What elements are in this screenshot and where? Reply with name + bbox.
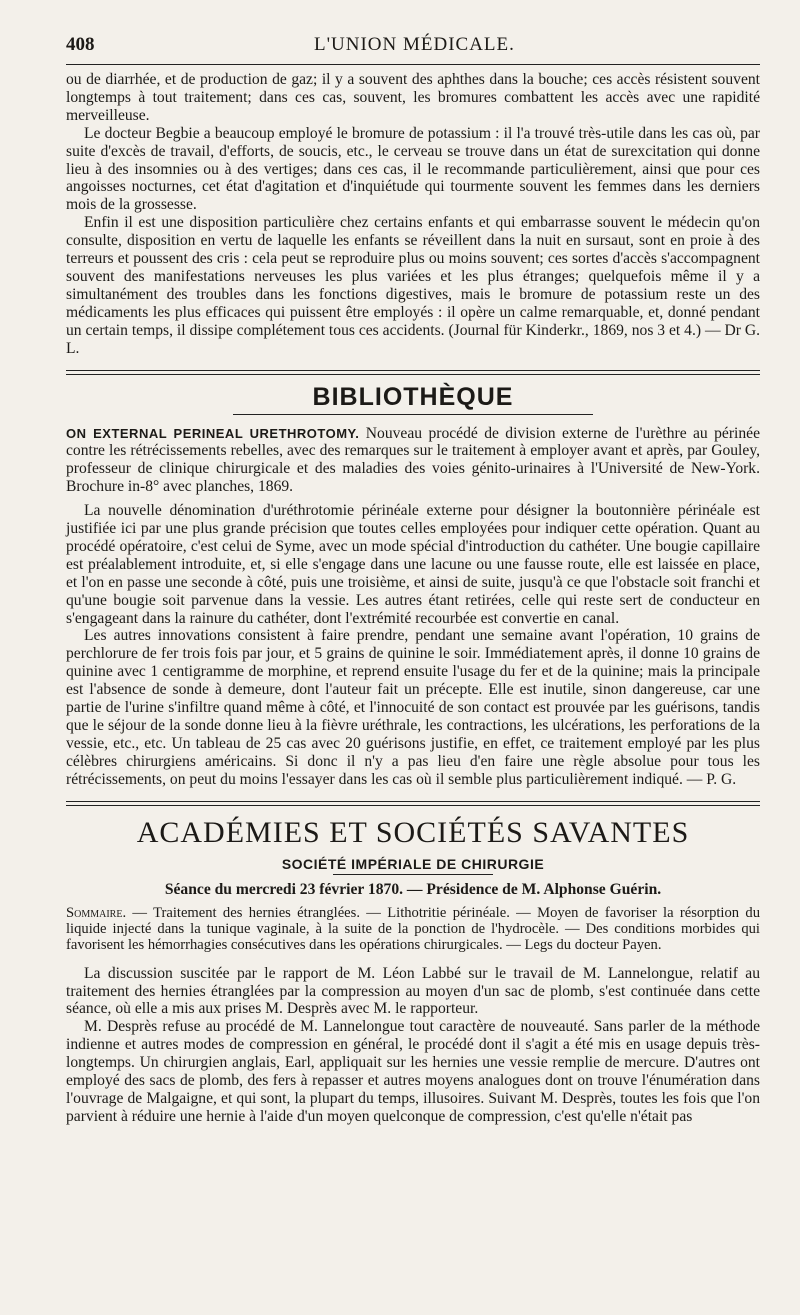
running-title: L'UNION MÉDICALE.: [314, 34, 515, 55]
section-divider: [66, 370, 760, 375]
academies-title: ACADÉMIES ET SOCIÉTÉS SAVANTES: [136, 815, 690, 849]
review-paragraph-1: La nouvelle dénomination d'uréthrotomie périnéale externe pour désigner la boutonnière périnéale est justifiée ici par une plus grande précision que toutes celles employées pour indiquer cette opération. Quant au procédé opératoire, c'est celui de Syme, avec un mode spécial d'introduction du cathéter. Une bougie capillaire est préalablement introduite, et, si elle s'engage dans une lacune ou une fausse route, elle est laissée en place, et l'on en passe une seconde à côté, puis une troisième, et ainsi de suite, jusqu'à ce que l'obstacle soit franchi et qu'une bougie soit parvenue dans la vessie. Les autres étant retirées, celle qui reste sert de conducteur en s'engageant dans la rainure du cathéter, dont l'extrémité recourbée est convertie en canal.: [66, 502, 760, 627]
society-title: SOCIÉTÉ IMPÉRIALE DE CHIRURGIE: [281, 855, 545, 872]
page-header: [66, 28, 760, 62]
sommaire: [66, 905, 760, 953]
book-heading: ON EXTERNAL PERINEAL URETHROTOMY.: [66, 425, 360, 441]
sommaire-text: — Traitement des hernies étranglées. — Lithotritie périnéale. — Moyen de favoriser la résorption du liquide injecté dans la tunique vaginale, à la suite de la ponction de l'hydrocèle. — Des conditions morbides qui favorisent les hémorrhagies consécutives dans les opérations chirurgicales. — Legs du docteur Payen.: [66, 904, 760, 953]
bibliotheque-underline: [233, 414, 593, 415]
sommaire-label: Sommaire.: [66, 904, 127, 921]
book-entry: [66, 425, 760, 497]
section-divider-2: [66, 801, 760, 806]
book-description: Nouveau procédé de division externe de l'urèthre au périnée contre les rétrécissements rebelles, avec des remarques sur le traitement à employer avant et après, par Gouley, professeur de clinique chirurgicale et des maladies des voies génito-urinaires à l'Université de New-York. Brochure in-8° avec planches, 1869.: [66, 424, 760, 496]
paragraph-begbie: Le docteur Begbie a beaucoup employé le bromure de potassium : il l'a trouvé très-utile dans les cas où, par suite d'excès de travail, d'efforts, de soucis, etc., le cerveau se trouve dans un état de surexcitation qui donne lieu à des insomnies ou à des vertiges; dans ces cas, il le recommande particulièrement, ainsi que pour ces angoisses nocturnes, cet état d'agitation et d'inquiétude qui tourmente souvent les femmes dans les derniers mois de la grossesse.: [66, 124, 760, 214]
paragraph-continuation: ou de diarrhée, et de production de gaz; il y a souvent des aphthes dans la bouche; ces accès résistent souvent longtemps à tout traitement; dans ces cas, souvent, les bromures combattent les accès avec une rapidité merveilleuse.: [66, 71, 760, 124]
society-underline: [333, 874, 493, 875]
review-paragraph-2: Les autres innovations consistent à faire prendre, pendant une semaine avant l'opération, 10 grains de perchlorure de fer trois fois par jour, et 5 grains de quinine le soir. Immédiatement après, il donne 10 grains de quinine avec 1 centigramme de morphine, et reprend ensuite l'usage du fer et de la quinine; mais la principale est l'absence de sonde à demeure, dont l'auteur fait un précepte. Elle est inutile, sinon dangereuse, car une partie de l'urine s'infiltre quand même à côté, et l'innocuité de son contact est prouvée par les guérisons, tandis que le séjour de la sonde donne lieu à la fièvre uréthrale, les contractions, les ulcérations, les perforations de la vessie, etc., etc. Un tableau de 25 cas avec 20 guérisons justifie, en effet, ce traitement employé par les plus célèbres chirurgiens américains. Si donc il n'y a pas lieu d'en faire une règle absolue pour tous les rétrécissements, on peut du moins l'essayer dans les cas où il semble plus particulièrement indiqué. — P. G.: [66, 627, 760, 788]
seance-line: Séance du mercredi 23 février 1870. — Présidence de M. Alphonse Guérin.: [164, 880, 662, 898]
seance-paragraph-2: M. Desprès refuse au procédé de M. Lannelongue tout caractère de nouveauté. Sans parler de la méthode indienne et autres modes de compression en général, le procédé dont il s'agit a été mis en usage depuis très-longtemps. Un chirurgien anglais, Earl, appliquait sur les hernies une vessie remplie de mercure. D'autres ont employé des sacs de plomb, des fers à repasser et autres moyens analogues dont on trouve l'énumération dans l'ouvrage de Malgaigne, et qui sont, la plupart du temps, illusoires. Suivant M. Desprès, toutes les fois que l'on parvient à réduire une hernie à l'aide d'un moyen quelconque de compression, c'est qu'elle n'était pas: [66, 1018, 760, 1125]
bibliotheque-title: BIBLIOTHÈQUE: [312, 382, 514, 411]
page-number: 408: [66, 34, 95, 55]
seance-paragraph-1: La discussion suscitée par le rapport de M. Léon Labbé sur le travail de M. Lannelongue, relatif au traitement des hernies étranglées par la compression au moyen d'un sac de plomb, s'est continuée dans cette séance, où elle a mis aux prises M. Desprès avec M. le rapporteur.: [66, 964, 760, 1018]
paragraph-enfants: Enfin il est une disposition particulière chez certains enfants et qui embarrasse souvent le médecin qu'on consulte, disposition en vertu de laquelle les enfants se réveillent dans la nuit en sursaut, sont en proie à des terreurs et poussent des cris : cela peut se reproduire plus ou moins souvent; ces sortes d'accès s'accompagnent souvent des manifestations nerveuses les plus variées et les plus étranges; quelquefois même il y a simultanément des troubles dans les fonctions digestives, mais le bromure de potassium reste un des médicaments les plus efficaces qui puissent être employés : il opère un calme remarquable, et, donné pendant un certain temps, il dissipe complétement tous ces accidents. (Journal für Kinderkr., 1869, nos 3 et 4.) — Dr G. L.: [66, 214, 760, 357]
